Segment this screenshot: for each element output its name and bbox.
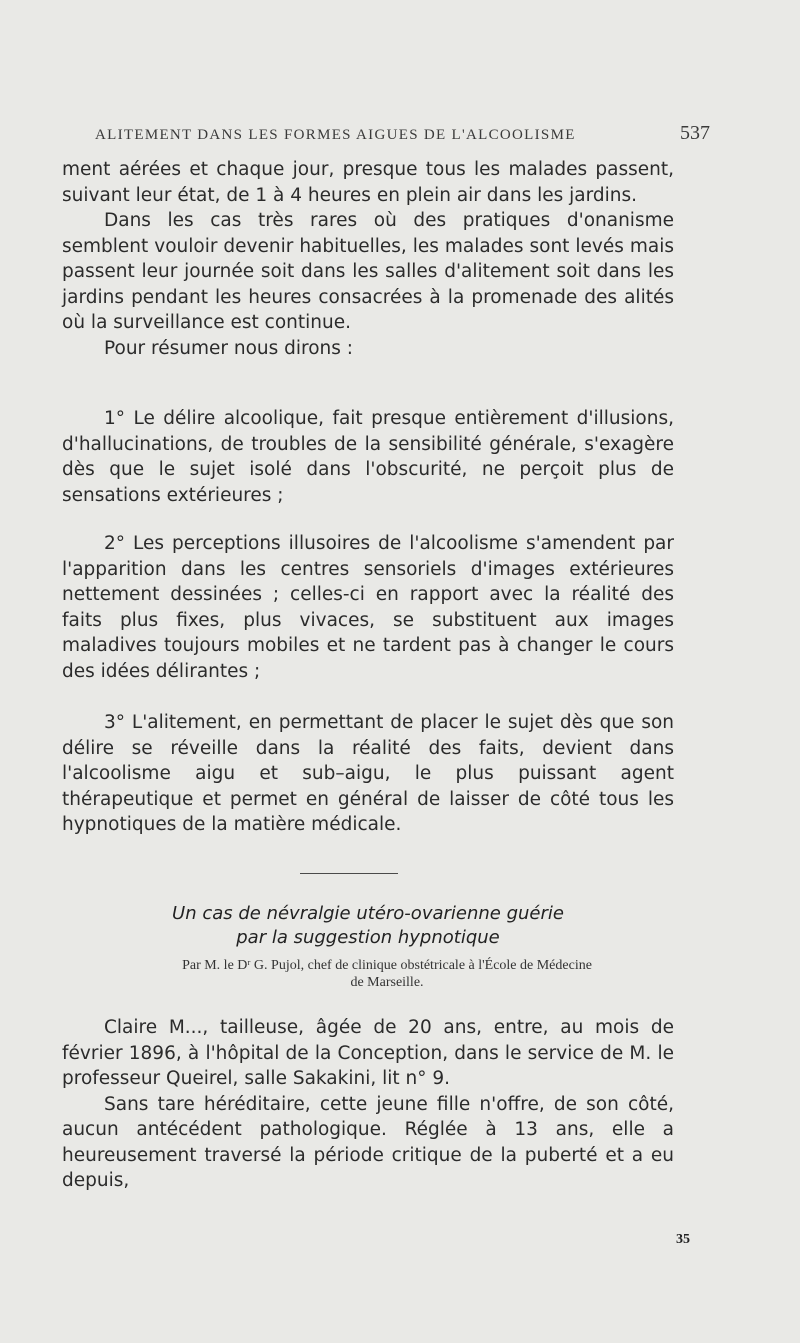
- title-line: par la suggestion hypnotique: [236, 927, 500, 948]
- title-line: Un cas de névralgie utéro-ovarienne guérie: [172, 903, 564, 924]
- article-body: [62, 1015, 674, 1194]
- paragraph: ment aérées et chaque jour, presque tous les malades passent, suivant leur état, de 1 à 4 heures en plein air dans les jardins.: [62, 159, 674, 206]
- section-divider: [300, 873, 398, 874]
- paragraph: Claire M..., tailleuse, âgée de 20 ans, entre, au mois de février 1896, à l'hôpital de la Conception, dans le service de M. le professeur Queirel, salle Sakakini, lit n° 9.: [62, 1017, 674, 1089]
- article-title: [62, 902, 674, 950]
- section-alitement: [62, 157, 674, 361]
- paragraph: Sans tare héréditaire, cette jeune fille n'offre, de son côté, aucun antécédent pathologique. Réglée à 13 ans, elle a heureusement traversé la période critique de la puberté et a eu depuis,: [62, 1093, 674, 1191]
- summary-point-2: 2° Les perceptions illusoires de l'alcoolisme s'amendent par l'apparition dans les centres sensoriels d'images extérieures nettement dessinées ; celles-ci en rapport avec la réalité des faits plus fixes, plus vivaces, se substituent aux images maladives toujours mobiles et ne tardent pas à changer le cours des idées délirantes ;: [62, 533, 674, 682]
- byline: Par M. le Dʳ G. Pujol, chef de clinique obstétricale à l'École de Médecine de Marseille.: [182, 958, 592, 990]
- signature-mark: 35: [676, 1232, 690, 1247]
- paragraph: Pour résumer nous dirons :: [104, 337, 354, 359]
- running-head: [95, 122, 710, 145]
- paragraph: Dans les cas très rares où des pratiques d'onanisme semblent vouloir devenir habituelles, les malades sont levés mais passent leur journée soit dans les salles d'alitement soit dans les jardins pendant les heures consacrées à la promenade des alités où la surveillance est continue.: [62, 210, 674, 333]
- summary-point-3: 3° L'alitement, en permettant de placer le sujet dès que son délire se réveille dans la réalité des faits, devient dans l'alcoolisme aigu et sub–aigu, le plus puissant agent thérapeutique et permet en général de laisser de côté tous les hypnotiques de la matière médicale.: [62, 712, 674, 835]
- page-number: 537: [680, 122, 710, 144]
- summary-point-1: 1° Le délire alcoolique, fait presque entièrement d'illusions, d'hallucinations, de troubles de la sensibilité générale, s'exagère dès que le sujet isolé dans l'obscurité, ne perçoit plus de sensations extérieures ;: [62, 408, 674, 506]
- running-title: ALITEMENT DANS LES FORMES AIGUES DE L'ALCOOLISME: [95, 127, 576, 143]
